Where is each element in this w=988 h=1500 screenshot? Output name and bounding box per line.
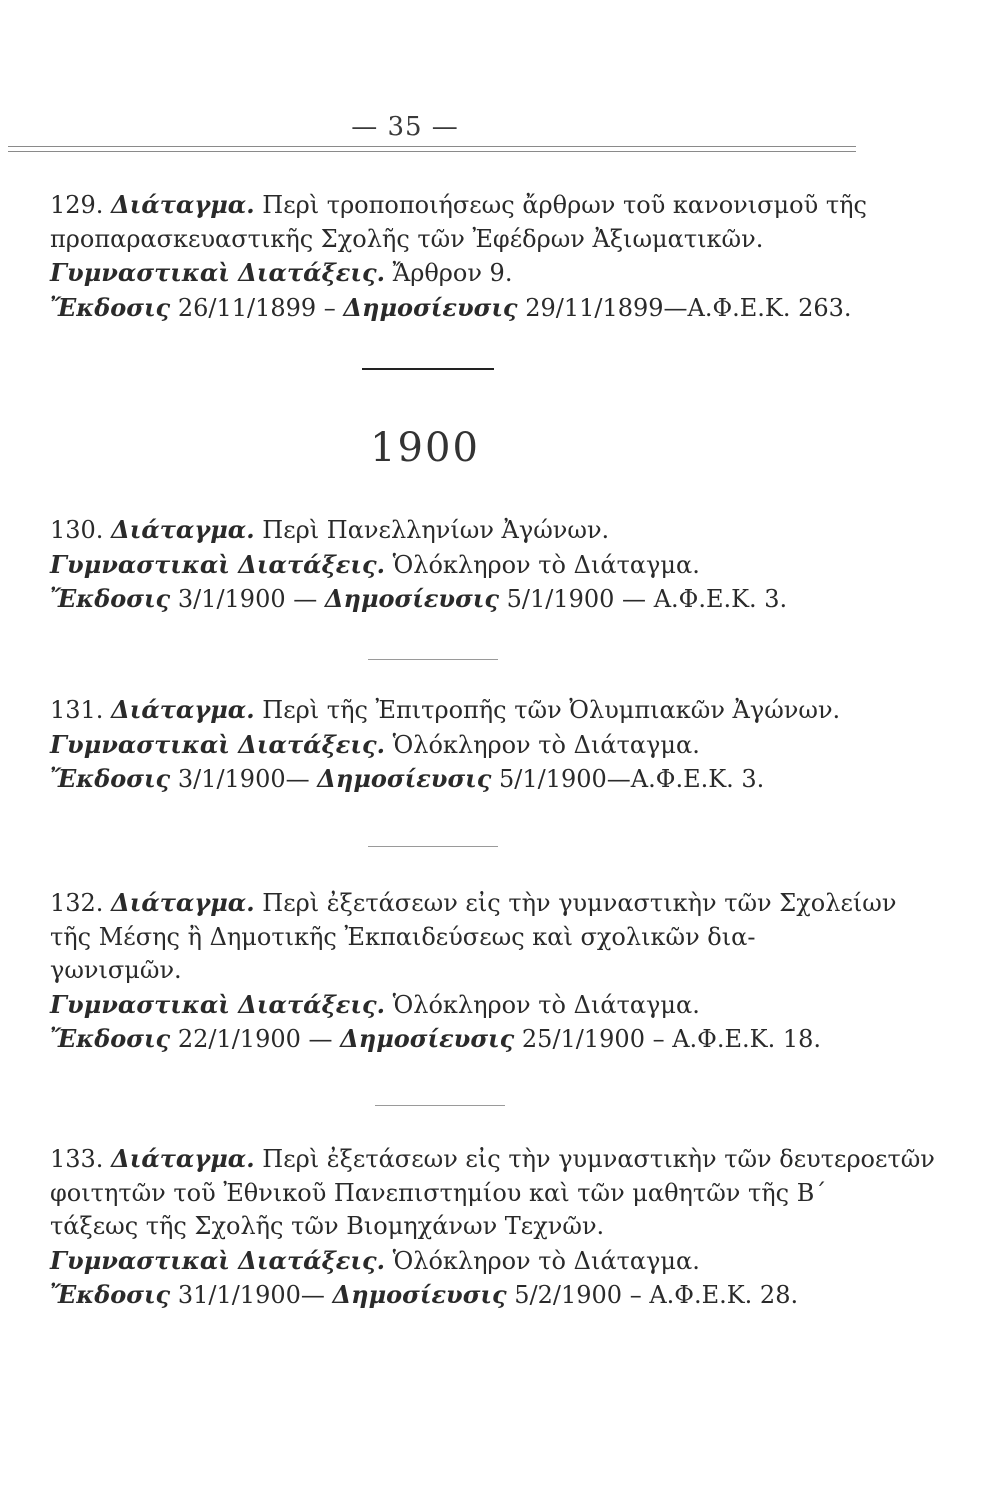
publication-text: 25/1/1900 – Α.Φ.Ε.Κ. 18.: [521, 1025, 821, 1053]
publication-label: Δημοσίευσις: [324, 584, 499, 613]
issue-label: Ἔκδοσις: [50, 1024, 171, 1053]
entry-133: [50, 1142, 935, 1313]
gymnastic-provisions-line: [50, 548, 880, 583]
entry-131: [50, 693, 880, 797]
gymnastic-provisions-line: [50, 988, 880, 1023]
entry-title-continued: φοιτητῶν τοῦ Ἐθνικοῦ Πανεπιστημίου καὶ τῶν μαθητῶν τῆς Β΄: [50, 1178, 827, 1207]
gymnastic-provisions-text: Ὁλόκληρον τὸ Διάταγμα.: [392, 550, 700, 579]
gymnastic-provisions-label: Γυμναστικαὶ Διατάξεις.: [50, 258, 385, 287]
entry-title-line: [50, 1142, 935, 1177]
publication-text: 5/1/1900—Α.Φ.Ε.Κ. 3.: [499, 765, 765, 793]
entry-title-continued: τάξεως τῆς Σχολῆς τῶν Βιομηχάνων Τεχνῶν.: [50, 1212, 605, 1240]
gymnastic-provisions-text: Ὁλόκληρον τὸ Διάταγμα.: [392, 990, 700, 1019]
entry-type: Διάταγμα.: [111, 515, 255, 544]
gymnastic-provisions-label: Γυμναστικαὶ Διατάξεις.: [50, 989, 385, 1019]
publication-label: Δημοσίευσις: [340, 1024, 515, 1053]
entry-title-line: [50, 886, 897, 921]
entry-130: [50, 513, 880, 617]
issue-date: 31/1/1900—: [177, 1281, 325, 1309]
issue-date: 22/1/1900 —: [177, 1025, 333, 1053]
issue-label: Ἔκδοσις: [50, 292, 171, 322]
section-divider: [362, 368, 494, 370]
entry-title-line: [50, 693, 880, 728]
entry-number: 129.: [50, 191, 104, 219]
entry-title-line: [50, 513, 880, 548]
entry-title: Περὶ ἐξετάσεων εἰς τὴν γυμναστικὴν τῶν δευτεροετῶν: [262, 1145, 935, 1173]
gymnastic-provisions-line: [50, 1244, 880, 1279]
publication-label: Δημοσίευσις: [332, 1280, 507, 1309]
issue-date: 3/1/1900 —: [177, 585, 318, 613]
entry-title: Περὶ τροποποιήσεως ἄρθρων τοῦ κανονισμοῦ τῆς: [262, 191, 867, 219]
entry-divider: [368, 659, 498, 660]
entry-title-continued: τῆς Μέσης ἢ Δημοτικῆς Ἐκπαιδεύσεως καὶ σχολικῶν δια-: [50, 922, 756, 951]
entry-type: Διάταγμα.: [111, 888, 255, 917]
entry-title-continued: γωνισμῶν.: [50, 956, 182, 984]
entry-title-continued: προπαρασκευαστικῆς Σχολῆς τῶν Ἐφέδρων Ἀξιωματικῶν.: [50, 224, 764, 253]
entry-type: Διάταγμα.: [111, 190, 255, 219]
gymnastic-provisions-label: Γυμναστικαὶ Διατάξεις.: [50, 729, 385, 759]
issue-date: 3/1/1900—: [177, 765, 310, 793]
publication-label: Δημοσίευσις: [317, 764, 492, 793]
entry-number: 130.: [50, 516, 104, 544]
entry-title: Περὶ Πανελληνίων Ἀγώνων.: [262, 516, 610, 544]
publication-line: [50, 1022, 880, 1057]
entry-number: 131.: [50, 696, 104, 724]
gymnastic-provisions-text: Ὁλόκληρον τὸ Διάταγμα.: [392, 730, 700, 759]
header-rule: [8, 146, 856, 152]
page-number: — 35 —: [351, 112, 459, 142]
gymnastic-provisions-line: [50, 256, 880, 291]
gymnastic-provisions-text: Ὁλόκληρον τὸ Διάταγμα.: [392, 1246, 700, 1275]
issue-date: 26/11/1899 –: [177, 293, 336, 322]
entry-number: 133.: [50, 1145, 104, 1173]
entry-title: Περὶ τῆς Ἐπιτροπῆς τῶν Ὀλυμπιακῶν Ἀγώνων.: [262, 696, 841, 724]
publication-text: 5/1/1900 — Α.Φ.Ε.Κ. 3.: [506, 585, 788, 613]
issue-label: Ἔκδοσις: [50, 584, 171, 613]
entry-divider: [375, 1105, 505, 1106]
entry-title-line: [50, 188, 880, 223]
publication-line: [50, 582, 880, 617]
publication-line: [50, 1278, 880, 1313]
gymnastic-provisions-text: Ἄρθρον 9.: [392, 259, 513, 287]
publication-text: 5/2/1900 – Α.Φ.Ε.Κ. 28.: [514, 1281, 799, 1309]
entry-number: 132.: [50, 889, 104, 917]
issue-label: Ἔκδοσις: [50, 764, 171, 793]
publication-label: Δημοσίευσις: [343, 292, 518, 322]
publication-text: 29/11/1899—Α.Φ.Ε.Κ. 263.: [525, 293, 852, 322]
entry-129: [50, 188, 880, 325]
entry-divider: [368, 846, 498, 847]
entry-type: Διάταγμα.: [111, 695, 255, 724]
year-heading: 1900: [370, 425, 480, 471]
entry-type: Διάταγμα.: [111, 1144, 255, 1173]
entry-132: [50, 886, 897, 1057]
issue-label: Ἔκδοσις: [50, 1280, 171, 1309]
gymnastic-provisions-label: Γυμναστικαὶ Διατάξεις.: [50, 549, 385, 579]
publication-line: [50, 291, 880, 326]
entry-title: Περὶ ἐξετάσεων εἰς τὴν γυμναστικὴν τῶν Σχολείων: [262, 889, 897, 917]
publication-line: [50, 762, 880, 797]
gymnastic-provisions-line: [50, 728, 880, 763]
gymnastic-provisions-label: Γυμναστικαὶ Διατάξεις.: [50, 1245, 385, 1275]
